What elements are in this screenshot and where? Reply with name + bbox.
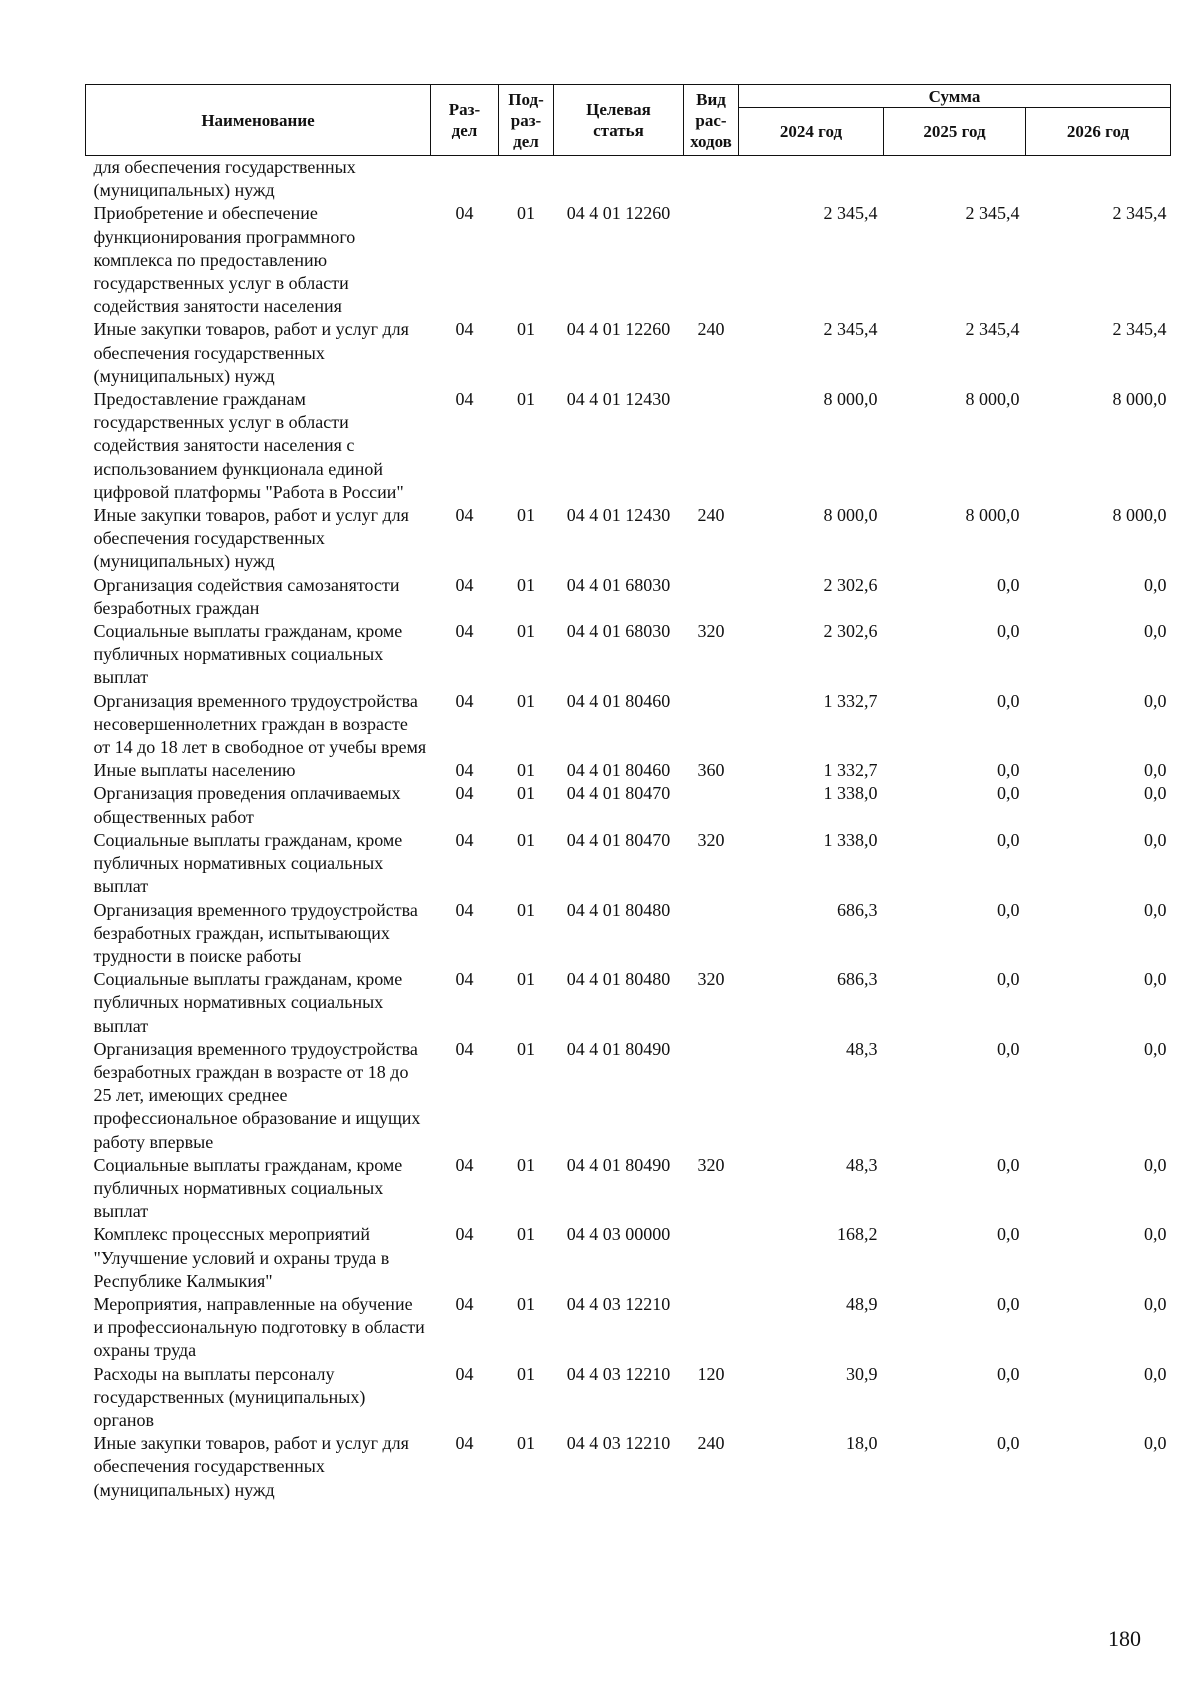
header-year-2025: 2025 год bbox=[884, 108, 1026, 156]
cell-celevaya-statya: 04 4 03 12210 bbox=[566, 1293, 671, 1314]
cell-sum-2024: 8 000,0 bbox=[823, 389, 878, 410]
cell-vid-rashodov bbox=[684, 1038, 739, 1154]
cell-vid-rashodov bbox=[684, 1223, 739, 1293]
cell-razdel: 04 bbox=[455, 1293, 474, 1314]
cell-celevaya-statya: 04 4 03 12210 bbox=[566, 1363, 671, 1384]
cell-sum-2024: 686,3 bbox=[837, 899, 878, 920]
cell-celevaya-statya: 04 4 01 80480 bbox=[566, 899, 671, 920]
cell-podrazdel: 01 bbox=[517, 203, 535, 224]
cell-vid-rashodov bbox=[684, 782, 739, 828]
cell-sum-2024: 2 302,6 bbox=[823, 621, 878, 642]
cell-sum-2024: 48,9 bbox=[846, 1293, 878, 1314]
table-row bbox=[86, 388, 1171, 504]
cell-podrazdel: 01 bbox=[517, 1433, 535, 1454]
cell-podrazdel: 01 bbox=[517, 829, 535, 850]
cell-name: Организация временного трудоустройства безработных граждан в возрасте от 18 до 25 лет, имеющих среднее профессиональное образование и ищущих работу впервые bbox=[93, 1038, 421, 1152]
cell-sum-2025: 0,0 bbox=[997, 1154, 1020, 1175]
cell-name: Иные закупки товаров, работ и услуг для обеспечения государственных (муниципальных) нужд bbox=[93, 1433, 409, 1500]
cell-celevaya-statya: 04 4 01 80470 bbox=[566, 829, 671, 850]
cell-sum-2026: 0,0 bbox=[1144, 899, 1167, 920]
table-header bbox=[86, 85, 1171, 156]
table-row bbox=[86, 620, 1171, 690]
cell-sum-2026: 0,0 bbox=[1144, 1363, 1167, 1384]
cell-celevaya-statya: 04 4 01 80460 bbox=[566, 690, 671, 711]
cell-podrazdel: 01 bbox=[517, 1038, 535, 1059]
cell-sum-2025: 0,0 bbox=[997, 1038, 1020, 1059]
cell-sum-2024: 30,9 bbox=[846, 1363, 878, 1384]
cell-sum-2024: 1 332,7 bbox=[823, 690, 878, 711]
cell-razdel: 04 bbox=[455, 505, 474, 526]
cell-sum-2026: 0,0 bbox=[1144, 1224, 1167, 1245]
cell-sum-2025: 8 000,0 bbox=[965, 389, 1020, 410]
page-number: 180 bbox=[1108, 1626, 1141, 1651]
cell-podrazdel: 01 bbox=[517, 969, 535, 990]
cell-sum-2026: 0,0 bbox=[1144, 690, 1167, 711]
cell-name: Организация содействия самозанятости безработных граждан bbox=[93, 574, 400, 618]
cell-vid-rashodov bbox=[684, 899, 739, 969]
cell-sum-2025: 0,0 bbox=[997, 1224, 1020, 1245]
cell-celevaya-statya: 04 4 01 12430 bbox=[566, 389, 671, 410]
cell-name: Организация временного трудоустройства безработных граждан, испытывающих трудности в поиске работы bbox=[93, 899, 418, 966]
header-razdel: Раз- дел bbox=[431, 85, 499, 156]
cell-celevaya-statya: 04 4 01 80460 bbox=[566, 760, 671, 781]
cell-sum-2025: 0,0 bbox=[997, 969, 1020, 990]
cell-vid-rashodov bbox=[684, 1293, 739, 1363]
cell-sum-2024: 1 332,7 bbox=[823, 760, 878, 781]
cell-razdel bbox=[431, 156, 499, 203]
table-body bbox=[86, 156, 1171, 1502]
cell-celevaya-statya: 04 4 01 80480 bbox=[566, 969, 671, 990]
cell-sum-2024: 8 000,0 bbox=[823, 505, 878, 526]
budget-table bbox=[85, 84, 1171, 1502]
cell-sum-2025: 2 345,4 bbox=[965, 203, 1020, 224]
cell-podrazdel: 01 bbox=[517, 574, 535, 595]
cell-vid-rashodov: 320 bbox=[697, 969, 725, 990]
cell-vid-rashodov: 240 bbox=[697, 319, 725, 340]
cell-name: Организация временного трудоустройства несовершеннолетних граждан в возрасте от 14 до 18 лет в свободное от учебы время bbox=[93, 690, 427, 758]
cell-sum-2024: 1 338,0 bbox=[823, 829, 878, 850]
cell-sum-2024: 2 302,6 bbox=[823, 574, 878, 595]
cell-celevaya-statya: 04 4 01 80470 bbox=[566, 783, 671, 804]
cell-podrazdel: 01 bbox=[517, 1293, 535, 1314]
cell-razdel: 04 bbox=[455, 783, 474, 804]
table-row bbox=[86, 504, 1171, 574]
cell-name: Приобретение и обеспечение функционирования программного комплекса по предоставлению государственных услуг в области содействия занятости населения bbox=[93, 203, 356, 317]
cell-sum-2026: 0,0 bbox=[1144, 1433, 1167, 1454]
cell-sum-2025: 0,0 bbox=[997, 1433, 1020, 1454]
cell-razdel: 04 bbox=[455, 969, 474, 990]
header-podrazdel: Под- раз- дел bbox=[499, 85, 554, 156]
cell-razdel: 04 bbox=[455, 1154, 474, 1175]
cell-vid-rashodov: 240 bbox=[697, 505, 725, 526]
cell-sum-2026: 0,0 bbox=[1144, 783, 1167, 804]
cell-sum-2026: 8 000,0 bbox=[1112, 389, 1167, 410]
cell-sum-2026: 0,0 bbox=[1144, 1154, 1167, 1175]
cell-vid-rashodov bbox=[684, 574, 739, 620]
cell-podrazdel: 01 bbox=[517, 1224, 535, 1245]
cell-sum-2024: 1 338,0 bbox=[823, 783, 878, 804]
cell-sum-2025: 0,0 bbox=[997, 1363, 1020, 1384]
cell-sum-2025: 2 345,4 bbox=[965, 319, 1020, 340]
cell-celevaya-statya bbox=[554, 156, 684, 203]
header-celevaya-statya: Целевая статья bbox=[554, 85, 684, 156]
cell-sum-2025: 0,0 bbox=[997, 621, 1020, 642]
cell-sum-2024: 686,3 bbox=[837, 969, 878, 990]
cell-sum-2025: 0,0 bbox=[997, 574, 1020, 595]
table-row bbox=[86, 156, 1171, 203]
cell-podrazdel: 01 bbox=[517, 760, 535, 781]
cell-razdel: 04 bbox=[455, 319, 474, 340]
cell-celevaya-statya: 04 4 01 68030 bbox=[566, 574, 671, 595]
cell-vid-rashodov: 360 bbox=[697, 760, 725, 781]
cell-celevaya-statya: 04 4 01 80490 bbox=[566, 1038, 671, 1059]
header-vid-rashodov: Вид рас- ходов bbox=[684, 85, 739, 156]
cell-razdel: 04 bbox=[455, 574, 474, 595]
cell-name: Предоставление гражданам государственных услуг в области содействия занятости населения с использованием функционала единой цифровой платформы "Работа в России" bbox=[93, 389, 404, 502]
cell-name: Социальные выплаты гражданам, кроме публичных нормативных социальных выплат bbox=[93, 829, 403, 897]
table-row bbox=[86, 1293, 1171, 1363]
cell-sum-2025: 0,0 bbox=[997, 829, 1020, 850]
cell-sum-2024: 2 345,4 bbox=[823, 319, 878, 340]
cell-podrazdel: 01 bbox=[517, 783, 535, 804]
cell-razdel: 04 bbox=[455, 1038, 474, 1059]
header-name: Наименование bbox=[86, 85, 431, 156]
cell-sum-2026 bbox=[1026, 156, 1171, 203]
cell-razdel: 04 bbox=[455, 203, 474, 224]
cell-sum-2025: 0,0 bbox=[997, 690, 1020, 711]
cell-sum-2026: 0,0 bbox=[1144, 969, 1167, 990]
cell-podrazdel: 01 bbox=[517, 621, 535, 642]
cell-podrazdel: 01 bbox=[517, 1154, 535, 1175]
cell-vid-rashodov: 320 bbox=[697, 1154, 725, 1175]
cell-name: Мероприятия, направленные на обучение и профессиональную подготовку в области охраны труда bbox=[93, 1293, 425, 1361]
cell-sum-2026: 0,0 bbox=[1144, 1038, 1167, 1059]
cell-vid-rashodov: 120 bbox=[697, 1363, 725, 1384]
table-row bbox=[86, 829, 1171, 899]
cell-razdel: 04 bbox=[455, 690, 474, 711]
cell-razdel: 04 bbox=[455, 1433, 474, 1454]
cell-name: Иные закупки товаров, работ и услуг для обеспечения государственных (муниципальных) нужд bbox=[93, 505, 409, 572]
table-row bbox=[86, 202, 1171, 318]
cell-podrazdel: 01 bbox=[517, 899, 535, 920]
cell-vid-rashodov: 240 bbox=[697, 1433, 725, 1454]
cell-name: Социальные выплаты гражданам, кроме публичных нормативных социальных выплат bbox=[93, 621, 403, 688]
cell-razdel: 04 bbox=[455, 389, 474, 410]
cell-razdel: 04 bbox=[455, 899, 474, 920]
table-row bbox=[86, 1038, 1171, 1154]
table-row bbox=[86, 690, 1171, 760]
cell-razdel: 04 bbox=[455, 1224, 474, 1245]
table-row bbox=[86, 1223, 1171, 1293]
cell-vid-rashodov bbox=[684, 690, 739, 760]
cell-podrazdel: 01 bbox=[517, 389, 535, 410]
cell-sum-2024: 168,2 bbox=[837, 1224, 878, 1245]
header-summa: Сумма bbox=[739, 85, 1171, 108]
cell-podrazdel: 01 bbox=[517, 319, 535, 340]
cell-podrazdel: 01 bbox=[517, 690, 535, 711]
cell-sum-2025: 8 000,0 bbox=[965, 505, 1020, 526]
cell-name: для обеспечения государственных (муниципальных) нужд bbox=[93, 157, 356, 201]
cell-sum-2026: 0,0 bbox=[1144, 760, 1167, 781]
cell-podrazdel: 01 bbox=[517, 1363, 535, 1384]
cell-vid-rashodov bbox=[684, 156, 739, 203]
header-year-2026: 2026 год bbox=[1026, 108, 1171, 156]
cell-name: Социальные выплаты гражданам, кроме публичных нормативных социальных выплат bbox=[93, 969, 403, 1036]
cell-celevaya-statya: 04 4 03 12210 bbox=[566, 1433, 671, 1454]
cell-sum-2025 bbox=[884, 156, 1026, 203]
table-row bbox=[86, 1363, 1171, 1433]
cell-vid-rashodov bbox=[684, 202, 739, 318]
cell-sum-2026: 0,0 bbox=[1144, 829, 1167, 850]
cell-vid-rashodov: 320 bbox=[697, 829, 725, 850]
cell-sum-2025: 0,0 bbox=[997, 783, 1020, 804]
cell-podrazdel bbox=[499, 156, 554, 203]
cell-razdel: 04 bbox=[455, 829, 474, 850]
header-year-2024: 2024 год bbox=[739, 108, 884, 156]
cell-name: Социальные выплаты гражданам, кроме публичных нормативных социальных выплат bbox=[93, 1154, 403, 1222]
cell-celevaya-statya: 04 4 01 12430 bbox=[566, 505, 671, 526]
cell-sum-2026: 8 000,0 bbox=[1112, 505, 1167, 526]
cell-sum-2024: 48,3 bbox=[846, 1038, 878, 1059]
table-row bbox=[86, 899, 1171, 969]
cell-sum-2026: 0,0 bbox=[1144, 574, 1167, 595]
cell-sum-2024 bbox=[739, 156, 884, 203]
cell-sum-2024: 2 345,4 bbox=[823, 203, 878, 224]
cell-sum-2025: 0,0 bbox=[997, 899, 1020, 920]
cell-celevaya-statya: 04 4 01 68030 bbox=[566, 621, 671, 642]
cell-sum-2024: 18,0 bbox=[846, 1433, 878, 1454]
cell-podrazdel: 01 bbox=[517, 505, 535, 526]
cell-razdel: 04 bbox=[455, 1363, 474, 1384]
cell-vid-rashodov bbox=[684, 388, 739, 504]
table-row bbox=[86, 759, 1171, 782]
cell-sum-2024: 48,3 bbox=[846, 1154, 878, 1175]
cell-name: Иные выплаты населению bbox=[93, 760, 296, 781]
cell-sum-2026: 2 345,4 bbox=[1112, 203, 1167, 224]
table-row bbox=[86, 574, 1171, 620]
cell-name: Иные закупки товаров, работ и услуг для обеспечения государственных (муниципальных) нужд bbox=[93, 319, 409, 386]
cell-name: Комплекс процессных мероприятий "Улучшение условий и охраны труда в Республике Калмыкия" bbox=[93, 1224, 390, 1291]
cell-vid-rashodov: 320 bbox=[697, 621, 725, 642]
cell-razdel: 04 bbox=[455, 621, 474, 642]
cell-celevaya-statya: 04 4 01 12260 bbox=[566, 319, 671, 340]
table-row bbox=[86, 1154, 1171, 1224]
cell-sum-2025: 0,0 bbox=[997, 760, 1020, 781]
cell-sum-2026: 0,0 bbox=[1144, 1293, 1167, 1314]
cell-sum-2025: 0,0 bbox=[997, 1293, 1020, 1314]
table-row bbox=[86, 318, 1171, 388]
cell-name: Организация проведения оплачиваемых общественных работ bbox=[93, 783, 401, 827]
table-row bbox=[86, 1432, 1171, 1502]
cell-name: Расходы на выплаты персоналу государственных (муниципальных) органов bbox=[93, 1363, 366, 1430]
cell-celevaya-statya: 04 4 03 00000 bbox=[566, 1224, 671, 1245]
cell-sum-2026: 0,0 bbox=[1144, 621, 1167, 642]
cell-celevaya-statya: 04 4 01 12260 bbox=[566, 203, 671, 224]
cell-celevaya-statya: 04 4 01 80490 bbox=[566, 1154, 671, 1175]
cell-sum-2026: 2 345,4 bbox=[1112, 319, 1167, 340]
table-row bbox=[86, 782, 1171, 828]
table-row bbox=[86, 968, 1171, 1038]
cell-razdel: 04 bbox=[455, 760, 474, 781]
